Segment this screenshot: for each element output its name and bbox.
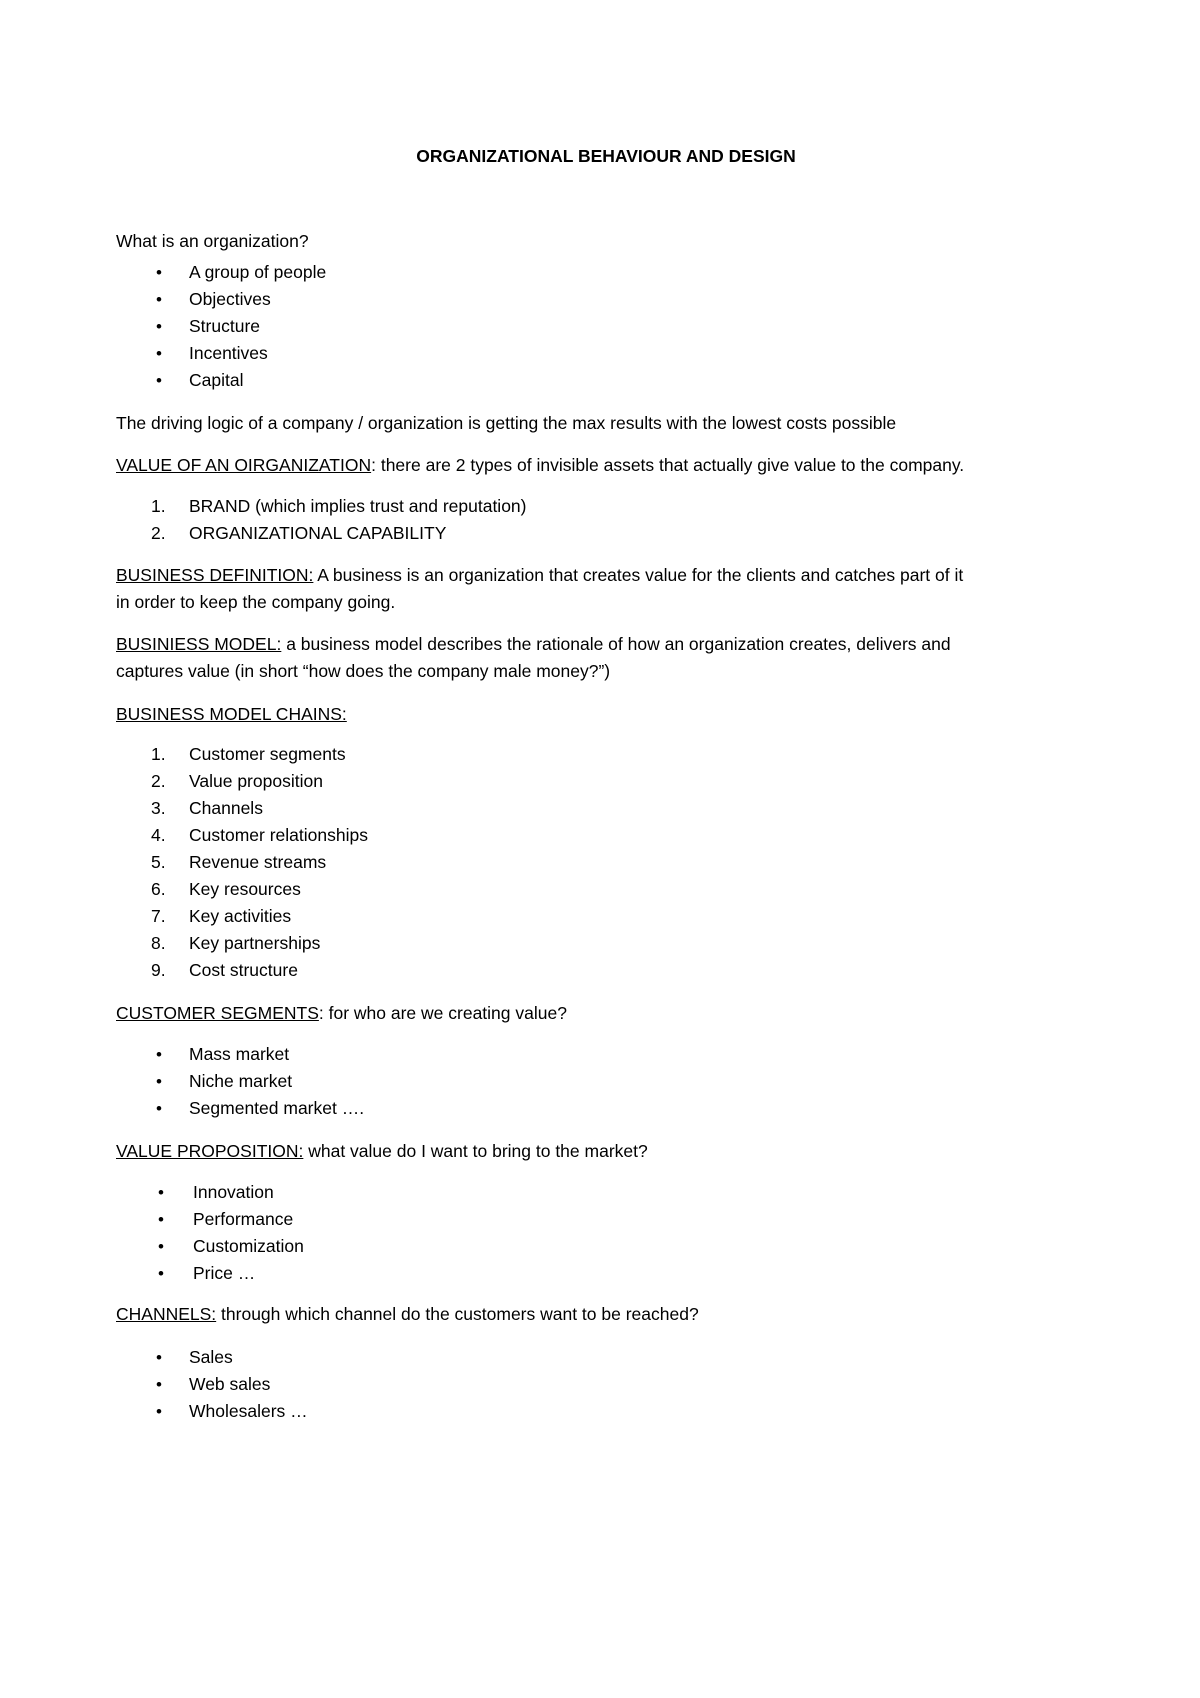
list-item: Structure (189, 316, 260, 336)
value-paragraph (116, 451, 964, 480)
driving-logic-paragraph: The driving logic of a company / organization is getting the max results with the lowest costs possible (116, 413, 897, 433)
bullet-dot: • (156, 1045, 162, 1064)
bullet-dot: • (156, 1375, 162, 1394)
channels-text: through which channel do the customers want to be reached? (216, 1304, 699, 1324)
list-item: A group of people (189, 262, 327, 282)
segments-text: : for who are we creating value? (318, 1003, 567, 1023)
list-item: Innovation (193, 1182, 274, 1202)
value-proposition-heading: VALUE PROPOSITION: (116, 1141, 304, 1161)
page-title: ORGANIZATIONAL BEHAVIOUR AND DESIGN (416, 146, 796, 166)
list-item: Value proposition (189, 771, 323, 791)
list-item: Incentives (189, 343, 268, 363)
list-item: Capital (189, 370, 244, 390)
list-item: Segmented market …. (189, 1098, 365, 1118)
list-item: BRAND (which implies trust and reputation) (189, 496, 527, 516)
list-item: Key partnerships (189, 933, 321, 953)
bullet-dot: • (156, 290, 162, 309)
business-definition-line-1 (116, 561, 963, 590)
list-item: Cost structure (189, 960, 298, 980)
list-item: Key resources (189, 879, 301, 899)
business-model-line-2: captures value (in short “how does the company male money?”) (116, 661, 611, 681)
list-item: Price … (193, 1263, 256, 1283)
bullet-dot: • (156, 1348, 162, 1367)
channels-heading: CHANNELS: (116, 1304, 217, 1324)
list-item: Performance (193, 1209, 294, 1229)
list-item: Customization (193, 1236, 304, 1256)
value-separator: : (371, 455, 376, 475)
list-item: Web sales (189, 1374, 271, 1394)
list-item: Revenue streams (189, 852, 327, 872)
channels-paragraph (116, 1300, 699, 1329)
list-number: 3. (151, 798, 166, 818)
business-model-heading: BUSINIESS MODEL: (116, 634, 282, 654)
list-number: 9. (151, 960, 166, 980)
bullet-dot: • (158, 1264, 164, 1283)
list-number: 5. (151, 852, 166, 872)
value-text: there are 2 types of invisible assets that actually give value to the company. (375, 455, 965, 475)
list-number: 8. (151, 933, 166, 953)
list-item: ORGANIZATIONAL CAPABILITY (189, 523, 447, 543)
business-definition-text: A business is an organization that creates value for the clients and catches part of it (313, 565, 964, 585)
list-item: Wholesalers … (189, 1401, 308, 1421)
list-number: 6. (151, 879, 166, 899)
list-item: Mass market (189, 1044, 290, 1064)
bullet-dot: • (156, 1099, 162, 1118)
list-item: Sales (189, 1347, 233, 1367)
business-model-line-1 (116, 630, 951, 659)
list-item: Niche market (189, 1071, 293, 1091)
segments-paragraph (116, 999, 567, 1028)
bullet-dot: • (156, 317, 162, 336)
bullet-dot: • (156, 1402, 162, 1421)
business-model-text: a business model describes the rationale of how an organization creates, delivers and (281, 634, 951, 654)
list-number: 2. (151, 523, 166, 543)
bullet-dot: • (156, 263, 162, 282)
list-item: Objectives (189, 289, 271, 309)
list-number: 2. (151, 771, 166, 791)
bullet-dot: • (158, 1210, 164, 1229)
chains-heading: BUSINESS MODEL CHAINS: (116, 704, 347, 724)
list-item: Channels (189, 798, 263, 818)
value-heading: VALUE OF AN OIRGANIZATION (116, 455, 372, 475)
chains-heading-paragraph (116, 700, 347, 729)
bullet-dot: • (156, 371, 162, 390)
bullet-dot: • (156, 1072, 162, 1091)
value-proposition-text: what value do I want to bring to the market? (303, 1141, 648, 1161)
bullet-dot: • (156, 344, 162, 363)
list-number: 4. (151, 825, 166, 845)
list-item: Key activities (189, 906, 292, 926)
value-proposition-paragraph (116, 1137, 648, 1166)
bullet-dot: • (158, 1237, 164, 1256)
list-number: 1. (151, 744, 166, 764)
list-item: Customer relationships (189, 825, 368, 845)
segments-heading: CUSTOMER SEGMENTS (116, 1003, 319, 1023)
question-organization: What is an organization? (116, 231, 309, 251)
bullet-dot: • (158, 1183, 164, 1202)
business-definition-line-2: in order to keep the company going. (116, 592, 396, 612)
list-number: 7. (151, 906, 166, 926)
list-number: 1. (151, 496, 166, 516)
list-item: Customer segments (189, 744, 346, 764)
business-definition-heading: BUSINESS DEFINITION: (116, 565, 314, 585)
